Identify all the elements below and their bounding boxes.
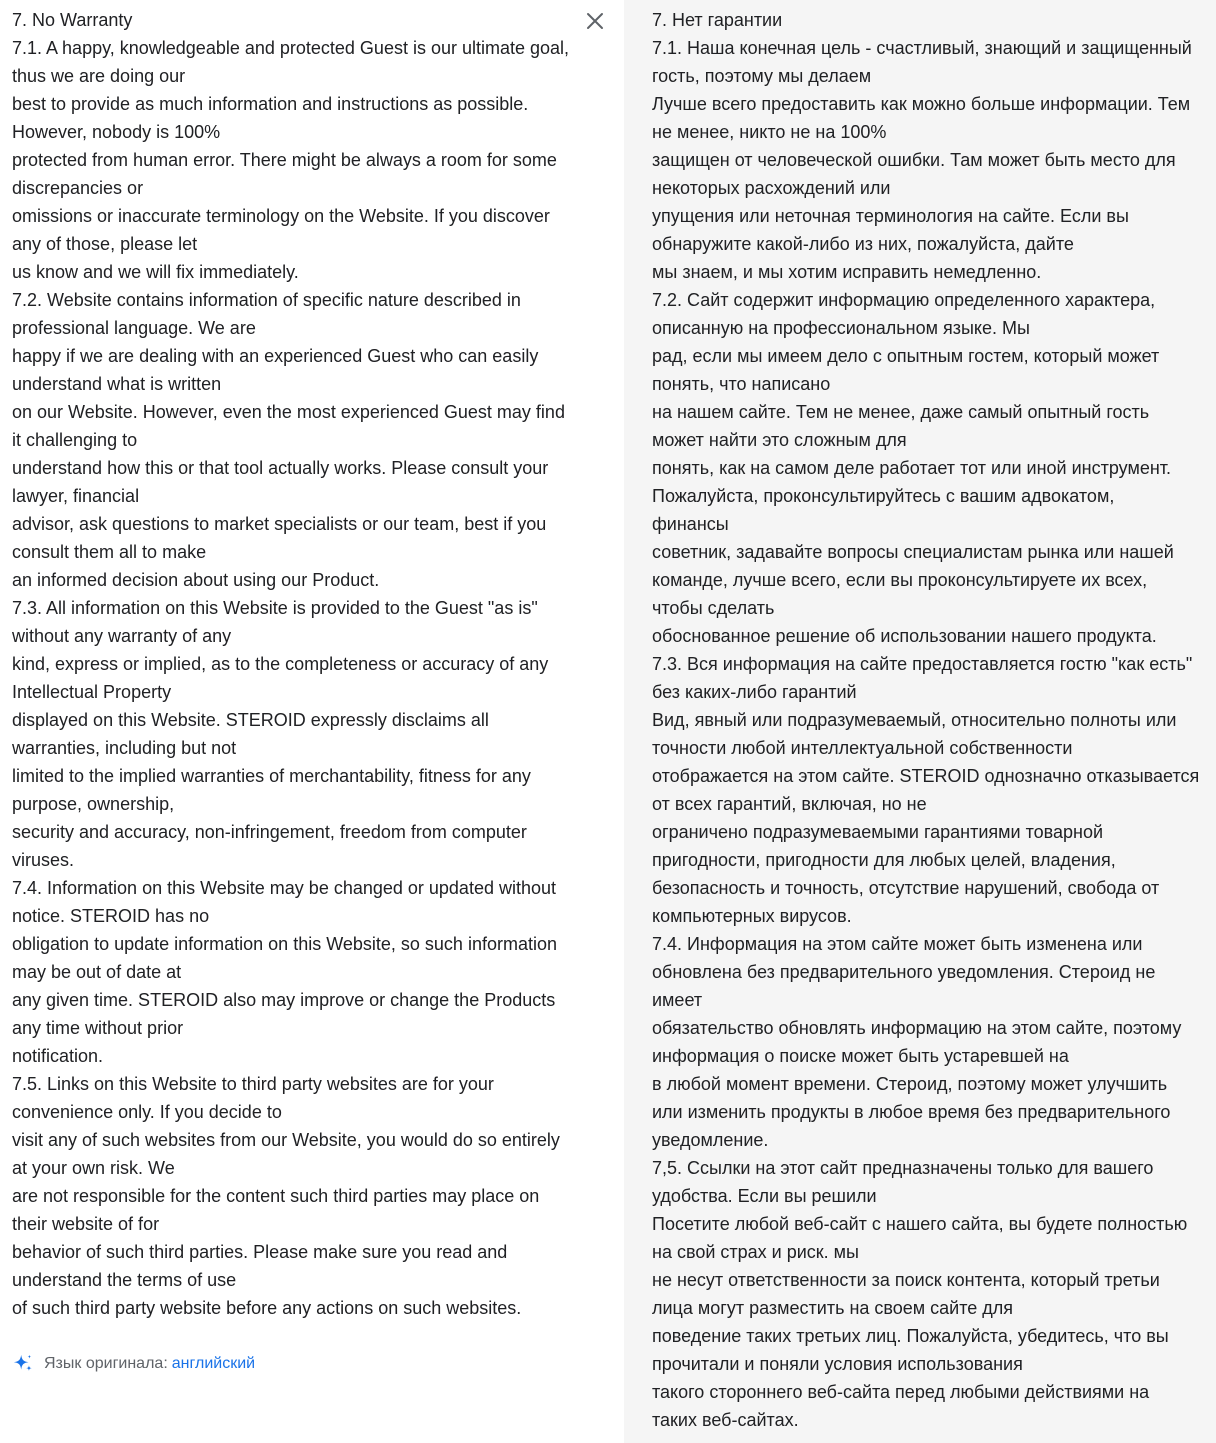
translated-text-line: 7.4. Информация на этом сайте может быть изменена или [652,934,1143,954]
source-text-line: consult them all to make [12,542,207,562]
translated-text-line: удобства. Если вы решили [652,1186,877,1206]
close-button[interactable] [582,8,608,34]
translated-text-line: описанную на профессиональном языке. Мы [652,318,1030,338]
translated-text-line: прочитали и поняли условия использования [652,1354,1023,1374]
translated-text-line: 7.2. Сайт содержит информацию определенного характера, [652,290,1156,310]
source-text-line: on our Website. However, even the most experienced Guest may find [12,402,565,422]
original-language-link[interactable]: английский [171,1355,256,1372]
source-text-line: 7.4. Information on this Website may be changed or updated without [12,878,556,898]
source-text-line: purpose, ownership, [12,794,175,814]
translated-text-line: на нашем сайте. Тем не менее, даже самый опытный гость [652,402,1150,422]
source-text-line: viruses. [12,850,75,870]
sparkle-icon [12,1353,34,1375]
translated-text [652,6,1208,1434]
original-language-row [12,1352,255,1376]
translated-text-line: Лучше всего предоставить как можно больше информации. Тем [652,94,1191,114]
source-text-line: warranties, including but not [12,738,237,758]
translated-text-line: лица могут разместить на своем сайте для [652,1298,1014,1318]
translated-text-line: таких веб-сайтах. [652,1410,799,1430]
translated-text-line: 7.3. Вся информация на сайте предоставляется гостю "как есть" [652,654,1193,674]
translated-text-line: пригодности, пригодности для любых целей, владения, [652,850,1116,870]
source-text-line: However, nobody is 100% [12,122,221,142]
translated-text-line: отображается на этом сайте. STEROID однозначно отказывается [652,766,1200,786]
source-text-line: at your own risk. We [12,1158,175,1178]
translated-text-line: на свой страх и риск. мы [652,1242,859,1262]
source-text-line: an informed decision about using our Product. [12,570,380,590]
translated-text-line: Посетите любой веб-сайт с нашего сайта, вы будете полностью [652,1214,1188,1234]
translated-text-line: понять, что написано [652,374,831,394]
source-text-line: any of those, please let [12,234,198,254]
translated-text-line: рад, если мы имеем дело с опытным гостем, который может [652,346,1160,366]
translated-text-line: обоснованное решение об использовании нашего продукта. [652,626,1157,646]
translation-pane [624,0,1216,1443]
translated-text-line: понять, как на самом деле работает тот или иной инструмент. [652,458,1172,478]
translated-text-line: чтобы сделать [652,598,775,618]
translated-text-line: Пожалуйста, проконсультируйтесь с вашим адвокатом, [652,486,1115,506]
source-text-line: advisor, ask questions to market specialists or our team, best if you [12,514,547,534]
source-text-line: kind, express or implied, as to the completeness or accuracy of any [12,654,549,674]
close-icon [586,12,604,30]
translated-text-line: не менее, никто не на 100% [652,122,887,142]
source-text-line: omissions or inaccurate terminology on the Website. If you discover [12,206,550,226]
translated-text-line: советник, задавайте вопросы специалистам рынка или нашей [652,542,1174,562]
source-text-line: it challenging to [12,430,138,450]
translated-text-line: поведение таких третьих лиц. Пожалуйста, убедитесь, что вы [652,1326,1169,1346]
translated-text-line: Вид, явный или подразумеваемый, относительно полноты или [652,710,1177,730]
translated-text-line: компьютерных вирусов. [652,906,852,926]
translated-text-line: защищен от человеческой ошибки. Там может быть место для [652,150,1176,170]
translated-text-line: мы знаем, и мы хотим исправить немедленно. [652,262,1042,282]
translated-text-line: ограничено подразумеваемыми гарантиями товарной [652,822,1104,842]
source-text-line: 7. No Warranty [12,10,133,30]
source-text-line: of such third party website before any actions on such websites. [12,1298,522,1318]
translated-text-line: упущения или неточная терминология на сайте. Если вы [652,206,1129,226]
source-text-line: may be out of date at [12,962,182,982]
source-text-line: us know and we will fix immediately. [12,262,299,282]
translated-text-line: команде, лучше всего, если вы проконсультируете их всех, [652,570,1148,590]
original-language-label: Язык оригинала: [44,1355,168,1372]
source-text-line: 7.1. A happy, knowledgeable and protected Guest is our ultimate goal, [12,38,570,58]
translated-text-line: обновлена без предварительного уведомления. Стероид не [652,962,1156,982]
source-text-line: understand how this or that tool actually works. Please consult your [12,458,549,478]
translated-text-line: уведомление. [652,1130,769,1150]
source-text-line: best to provide as much information and instructions as possible. [12,94,529,114]
source-text-line: understand what is written [12,374,222,394]
source-text-line: are not responsible for the content such third parties may place on [12,1186,540,1206]
translated-text-line: обнаружите какой-либо из них, пожалуйста, дайте [652,234,1074,254]
translated-text-line: может найти это сложным для [652,430,907,450]
translated-text-line: 7. Нет гарантии [652,10,783,30]
translated-text-line: 7,5. Ссылки на этот сайт предназначены только для вашего [652,1158,1154,1178]
translated-text-line: некоторых расхождений или [652,178,891,198]
translated-text-line: такого стороннего веб-сайта перед любыми действиями на [652,1382,1150,1402]
source-text-line: behavior of such third parties. Please make sure you read and [12,1242,508,1262]
source-text-line: 7.2. Website contains information of specific nature described in [12,290,521,310]
source-text-line: without any warranty of any [12,626,232,646]
translated-text-line: гость, поэтому мы делаем [652,66,872,86]
source-text-line: understand the terms of use [12,1270,237,1290]
translated-text-line: обязательство обновлять информацию на этом сайте, поэтому [652,1018,1182,1038]
source-text-line: professional language. We are [12,318,256,338]
translated-text-line: точности любой интеллектуальной собственности [652,738,1073,758]
source-text-line: thus we are doing our [12,66,186,86]
source-text-line: their website of for [12,1214,160,1234]
source-text-line: visit any of such websites from our Website, you would do so entirely [12,1130,560,1150]
source-text-line: limited to the implied warranties of merchantability, fitness for any [12,766,531,786]
source-text-line: any time without prior [12,1018,184,1038]
source-text-line: protected from human error. There might be always a room for some [12,150,557,170]
translated-text-line: от всех гарантий, включая, но не [652,794,927,814]
translated-text-line: информация о поиске может быть устаревшей на [652,1046,1069,1066]
source-text-line: displayed on this Website. STEROID expressly disclaims all [12,710,489,730]
translated-text-line: в любой момент времени. Стероид, поэтому может улучшить [652,1074,1168,1094]
translated-text-line: или изменить продукты в любое время без предварительного [652,1102,1171,1122]
source-text-line: notification. [12,1046,104,1066]
translated-text-line: имеет [652,990,703,1010]
source-text[interactable] [12,6,572,1322]
source-text-line: notice. STEROID has no [12,906,210,926]
source-text-line: 7.5. Links on this Website to third party websites are for your [12,1074,494,1094]
translated-text-line: не несут ответственности за поиск контента, который третьи [652,1270,1160,1290]
source-text-line: Intellectual Property [12,682,172,702]
source-text-line: lawyer, financial [12,486,140,506]
source-text-line: obligation to update information on this Website, so such information [12,934,557,954]
translated-text-line: 7.1. Наша конечная цель - счастливый, знающий и защищенный [652,38,1192,58]
source-text-line: happy if we are dealing with an experienced Guest who can easily [12,346,539,366]
source-text-line: 7.3. All information on this Website is provided to the Guest "as is" [12,598,538,618]
translated-text-line: безопасность и точность, отсутствие нарушений, свобода от [652,878,1160,898]
source-text-line: convenience only. If you decide to [12,1102,282,1122]
translated-text-line: финансы [652,514,729,534]
source-text-line: any given time. STEROID also may improve or change the Products [12,990,556,1010]
translated-text-line: без каких-либо гарантий [652,682,857,702]
source-text-line: security and accuracy, non-infringement, freedom from computer [12,822,527,842]
source-text-line: discrepancies or [12,178,144,198]
